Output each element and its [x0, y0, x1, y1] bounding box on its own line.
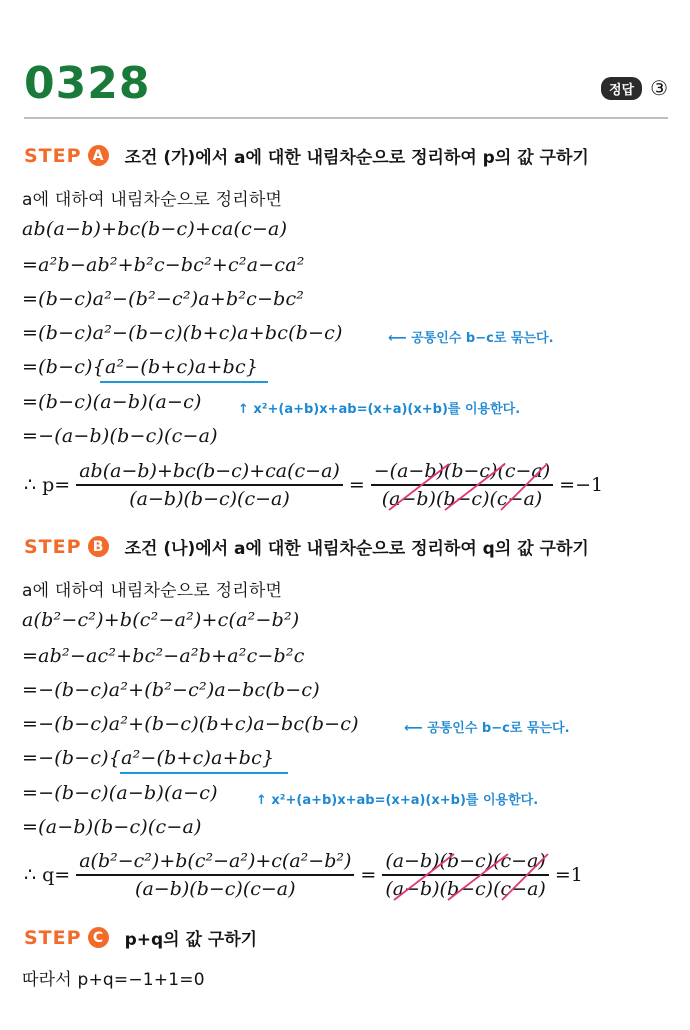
step-a-line-2: =a²b−ab²+b²c−bc²+c²a−ca²: [22, 254, 305, 276]
step-a-title: 조건 (가)에서 a에 대한 내림차순으로 정리하여 p의 값 구하기: [124, 148, 589, 168]
step-b-fraction-result: ∴ q= $\frac{\text{a(b²−c²)+b(c²−a²)+c(a²−b²)}}{(a-b)(b-c)(c-a)}$ = $\frac{(a-b)(b-c)(c-a)}{(a-b)(b-c)(c-a)}$ =1: [22, 848, 585, 902]
step-a-badge: A: [88, 145, 109, 166]
step-b-fraction-1-denominator: (a−b)(b−c)(c−a): [135, 877, 296, 900]
step-a-line-5: =(b−c){a²−(b+c)a+bc}: [22, 356, 259, 378]
step-c-final: 따라서 p+q=−1+1=0: [22, 970, 205, 990]
step-b-fraction-1-numerator: a(b²−c²)+b(c²−a²)+c(a²−b²): [79, 850, 352, 872]
step-a-note-common-factor: ⟵ 공통인수 b−c로 묶는다.: [388, 331, 554, 346]
step-a-line-4: =(b−c)a²−(b−c)(b+c)a+bc(b−c): [22, 322, 343, 344]
step-a-underline: [100, 381, 268, 383]
step-a-word: STEP: [24, 144, 82, 167]
step-b-result: =1: [554, 863, 583, 886]
answer-label: 정답: [601, 77, 642, 100]
step-b-word: STEP: [24, 535, 82, 558]
header-divider: [24, 117, 668, 119]
step-b-fraction-2-denominator: (a−b)(b−c)(c−a): [385, 877, 546, 900]
step-b-note-common-factor: ⟵ 공통인수 b−c로 묶는다.: [404, 721, 570, 736]
step-a-fraction-1-denominator: (a−b)(b−c)(c−a): [129, 487, 290, 510]
step-b-line-4: =−(b−c)a²+(b−c)(b+c)a−bc(b−c): [22, 713, 359, 735]
cancel-slashes: [371, 458, 551, 514]
step-a-line-7: =−(a−b)(b−c)(c−a): [22, 425, 218, 447]
step-a-fraction-result: ∴ p= $\frac{ab(a-b)+bc(b-c)+ca(c-a)}{(a-b)(b-c)(c-a)}$ = $\frac{-(a-b)(b-c)(c-a)}{(a-b)(b-c)(c-a)}$ =−1: [22, 458, 605, 512]
step-b-heading: [24, 534, 589, 559]
step-a-fraction-2: [371, 458, 553, 512]
step-a-therefore: ∴ p=: [24, 473, 71, 496]
step-c-title: p+q의 값 구하기: [124, 930, 258, 950]
step-b-fraction-2-numerator: (a−b)(b−c)(c−a): [385, 850, 546, 872]
arrow-up-icon: ↑: [238, 402, 254, 417]
answer-box: [601, 76, 668, 100]
step-b-line-2: =ab²−ac²+bc²−a²b+a²c−b²c: [22, 645, 305, 667]
cancel-slashes: [382, 848, 552, 904]
step-a-fraction-1: [76, 458, 343, 512]
step-b-fraction-1: [76, 848, 354, 902]
step-c-badge: C: [88, 927, 109, 948]
step-c-word: STEP: [24, 926, 82, 949]
step-a-intro: a에 대하여 내림차순으로 정리하면: [22, 190, 283, 210]
step-a-fraction-1-numerator: ab(a−b)+bc(b−c)+ca(c−a): [79, 460, 340, 482]
step-a-note-factoring: ↑ x²+(a+b)x+ab=(x+a)(x+b)를 이용한다.: [238, 402, 521, 417]
arrow-left-icon: ⟵: [404, 721, 428, 736]
step-c-heading: [24, 925, 257, 950]
step-b-intro: a에 대하여 내림차순으로 정리하면: [22, 581, 283, 601]
step-a-line-1: ab(a−b)+bc(b−c)+ca(c−a): [22, 218, 288, 240]
arrow-left-icon: ⟵: [388, 331, 412, 346]
step-b-line-7: =(a−b)(b−c)(c−a): [22, 816, 202, 838]
step-b-line-3: =−(b−c)a²+(b²−c²)a−bc(b−c): [22, 679, 320, 701]
step-a-result: =−1: [559, 473, 604, 496]
step-a-line-3: =(b−c)a²−(b²−c²)a+b²c−bc²: [22, 288, 305, 310]
step-b-underline: [120, 772, 288, 774]
step-a-fraction-2-denominator: (a−b)(b−c)(c−a): [381, 487, 543, 510]
arrow-up-icon: ↑: [256, 793, 272, 808]
step-a-heading: [24, 143, 589, 168]
step-b-line-1: a(b²−c²)+b(c²−a²)+c(a²−b²): [22, 609, 300, 631]
step-b-note-factoring: ↑ x²+(a+b)x+ab=(x+a)(x+b)를 이용한다.: [256, 793, 539, 808]
step-a-fraction-2-numerator: −(a−b)(b−c)(c−a): [373, 460, 551, 482]
problem-number: 0328: [24, 58, 151, 109]
answer-value: ③: [650, 76, 668, 100]
step-a-line-6: =(b−c)(a−b)(a−c): [22, 391, 202, 413]
step-b-badge: B: [88, 536, 109, 557]
step-b-title: 조건 (나)에서 a에 대한 내림차순으로 정리하여 q의 값 구하기: [124, 539, 589, 559]
step-b-line-6: =−(b−c)(a−b)(a−c): [22, 782, 218, 804]
step-b-line-5: =−(b−c){a²−(b+c)a+bc}: [22, 747, 275, 769]
step-b-therefore: ∴ q=: [24, 863, 71, 886]
step-b-fraction-2: [382, 848, 549, 902]
